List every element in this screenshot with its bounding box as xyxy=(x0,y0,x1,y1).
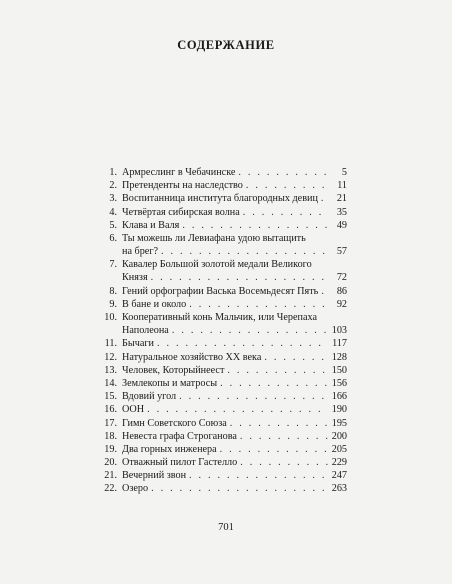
toc-entry xyxy=(97,166,347,179)
dot-leader xyxy=(264,351,328,364)
toc-entry-title: Армреслинг в Чебачинске xyxy=(122,166,236,178)
dot-leader xyxy=(189,469,328,482)
toc-entry-page: 117 xyxy=(332,338,347,350)
dot-leader xyxy=(182,219,328,232)
toc-entry-title-line: Ты можешь ли Левиафана удою вытащить xyxy=(122,232,306,244)
dot-leader xyxy=(321,285,328,298)
toc-entry-title: Четвёртая сибирская волна xyxy=(122,206,240,218)
toc-entry-page: 128 xyxy=(331,351,347,363)
toc-entry xyxy=(97,377,347,390)
toc-entry-number: 15. xyxy=(104,391,117,403)
toc-entry-title: В бане и около xyxy=(122,298,187,310)
toc-entry xyxy=(97,258,347,284)
toc-entry-title: Озеро xyxy=(122,483,149,495)
toc-entry-number: 17. xyxy=(104,417,117,429)
toc-entry-number: 10. xyxy=(104,312,117,324)
toc-entry-number: 5. xyxy=(109,219,117,231)
toc-entry xyxy=(97,285,347,298)
toc-entry-number: 19. xyxy=(104,443,117,455)
dot-leader xyxy=(161,245,328,258)
toc-entry-page: 72 xyxy=(336,272,347,284)
toc-entry-page: 200 xyxy=(331,430,347,442)
toc-entry-page: 205 xyxy=(331,443,347,455)
toc-entry xyxy=(97,232,347,258)
dot-leader xyxy=(151,271,328,284)
toc-entry xyxy=(97,430,347,443)
toc-entry-title: Отважный пилот Гастелло xyxy=(122,457,238,469)
toc-entry-number: 14. xyxy=(104,377,117,389)
toc-entry-page: 263 xyxy=(331,483,347,495)
toc-entry-title: Князя xyxy=(122,272,148,284)
toc-entry-number: 9. xyxy=(109,298,117,310)
toc-entry-page: 92 xyxy=(336,298,347,310)
toc-entry-page: 21 xyxy=(336,193,347,205)
dot-leader xyxy=(151,482,328,495)
dot-leader xyxy=(240,456,328,469)
toc-entry-title: Невеста графа Строганова xyxy=(122,430,237,442)
dot-leader xyxy=(243,206,328,219)
toc-entry-page: 11 xyxy=(337,180,347,192)
toc-entry xyxy=(97,483,347,496)
page-number: 701 xyxy=(218,522,234,533)
table-of-contents xyxy=(97,166,347,496)
dot-leader xyxy=(238,166,328,179)
toc-entry-title: Гимн Советского Союза xyxy=(122,417,227,429)
toc-entry-page: 166 xyxy=(331,391,347,403)
toc-entry-title-line: Кооперативный конь Мальчик, или Черепаха xyxy=(122,312,317,324)
toc-entry-title: Человек, Которыйнеест xyxy=(122,364,225,376)
dot-leader xyxy=(220,377,328,390)
toc-entry-number: 4. xyxy=(109,206,117,218)
toc-entry-page: 57 xyxy=(336,246,347,258)
toc-entry-page: 156 xyxy=(331,377,347,389)
toc-entry xyxy=(97,364,347,377)
toc-entry-number: 11. xyxy=(104,338,117,350)
toc-entry xyxy=(97,298,347,311)
dot-leader xyxy=(147,403,328,416)
toc-entry-number: 12. xyxy=(104,351,117,363)
toc-entry-number: 3. xyxy=(109,193,117,205)
dot-leader xyxy=(321,192,328,205)
toc-entry-page: 5 xyxy=(341,166,347,178)
toc-entry xyxy=(97,469,347,482)
page-title: СОДЕРЖАНИЕ xyxy=(177,38,275,52)
toc-entry-page: 49 xyxy=(336,219,347,231)
toc-entry-number: 20. xyxy=(104,457,117,469)
toc-entry xyxy=(97,417,347,430)
toc-entry-title: Гений орфографии Васька Восемьдесят Пять xyxy=(122,285,319,297)
toc-entry xyxy=(97,351,347,364)
toc-entry-number: 18. xyxy=(104,430,117,442)
toc-entry-title: Клава и Валя xyxy=(122,219,180,231)
toc-entry-title: Вечерний звон xyxy=(122,470,187,482)
toc-entry-page: 86 xyxy=(336,285,347,297)
toc-entry xyxy=(97,311,347,337)
toc-entry xyxy=(97,206,347,219)
toc-entry-page: 150 xyxy=(331,364,347,376)
toc-entry-title: на брег? xyxy=(122,246,159,258)
toc-entry-title: ООН xyxy=(122,404,145,416)
dot-leader xyxy=(220,443,328,456)
toc-entry-title: Наполеона xyxy=(122,325,169,337)
toc-entry xyxy=(97,403,347,416)
dot-leader xyxy=(227,364,328,377)
toc-entry-page: 103 xyxy=(331,325,347,337)
toc-entry xyxy=(97,443,347,456)
dot-leader xyxy=(246,179,328,192)
toc-entry xyxy=(97,219,347,232)
dot-leader xyxy=(157,337,328,350)
toc-entry xyxy=(97,179,347,192)
toc-entry-number: 16. xyxy=(104,404,117,416)
dot-leader xyxy=(240,430,328,443)
toc-entry-page: 229 xyxy=(331,457,347,469)
toc-entry-number: 8. xyxy=(109,285,117,297)
toc-entry-number: 1. xyxy=(109,166,117,178)
dot-leader xyxy=(189,298,328,311)
toc-entry-number: 21. xyxy=(104,470,117,482)
toc-entry-number: 22. xyxy=(104,483,117,495)
toc-entry-title: Бычаги xyxy=(122,338,154,350)
toc-entry-title: Воспитанница института благородных девиц xyxy=(122,193,318,205)
toc-entry-page: 190 xyxy=(331,404,347,416)
toc-entry-title: Претенденты на наследство xyxy=(122,180,243,192)
dot-leader xyxy=(172,324,328,337)
dot-leader xyxy=(179,390,328,403)
toc-entry-title: Два горных инженера xyxy=(122,443,217,455)
toc-entry xyxy=(97,456,347,469)
toc-entry-page: 247 xyxy=(331,470,347,482)
toc-entry-title: Натуральное хозяйство XX века xyxy=(122,351,262,363)
toc-entry-page: 195 xyxy=(331,417,347,429)
toc-entry-number: 2. xyxy=(109,180,117,192)
toc-entry-number: 6. xyxy=(109,232,117,244)
toc-entry-title: Вдовий угол xyxy=(122,391,177,403)
toc-entry-number: 13. xyxy=(104,364,117,376)
toc-entry-page: 35 xyxy=(336,206,347,218)
dot-leader xyxy=(230,417,328,430)
toc-entry xyxy=(97,337,347,350)
toc-entry-title-line: Кавалер Большой золотой медали Великого xyxy=(122,259,312,271)
toc-entry xyxy=(97,390,347,403)
toc-entry-title: Землекопы и матросы xyxy=(122,377,218,389)
toc-entry xyxy=(97,192,347,205)
toc-entry-number: 7. xyxy=(109,259,117,271)
